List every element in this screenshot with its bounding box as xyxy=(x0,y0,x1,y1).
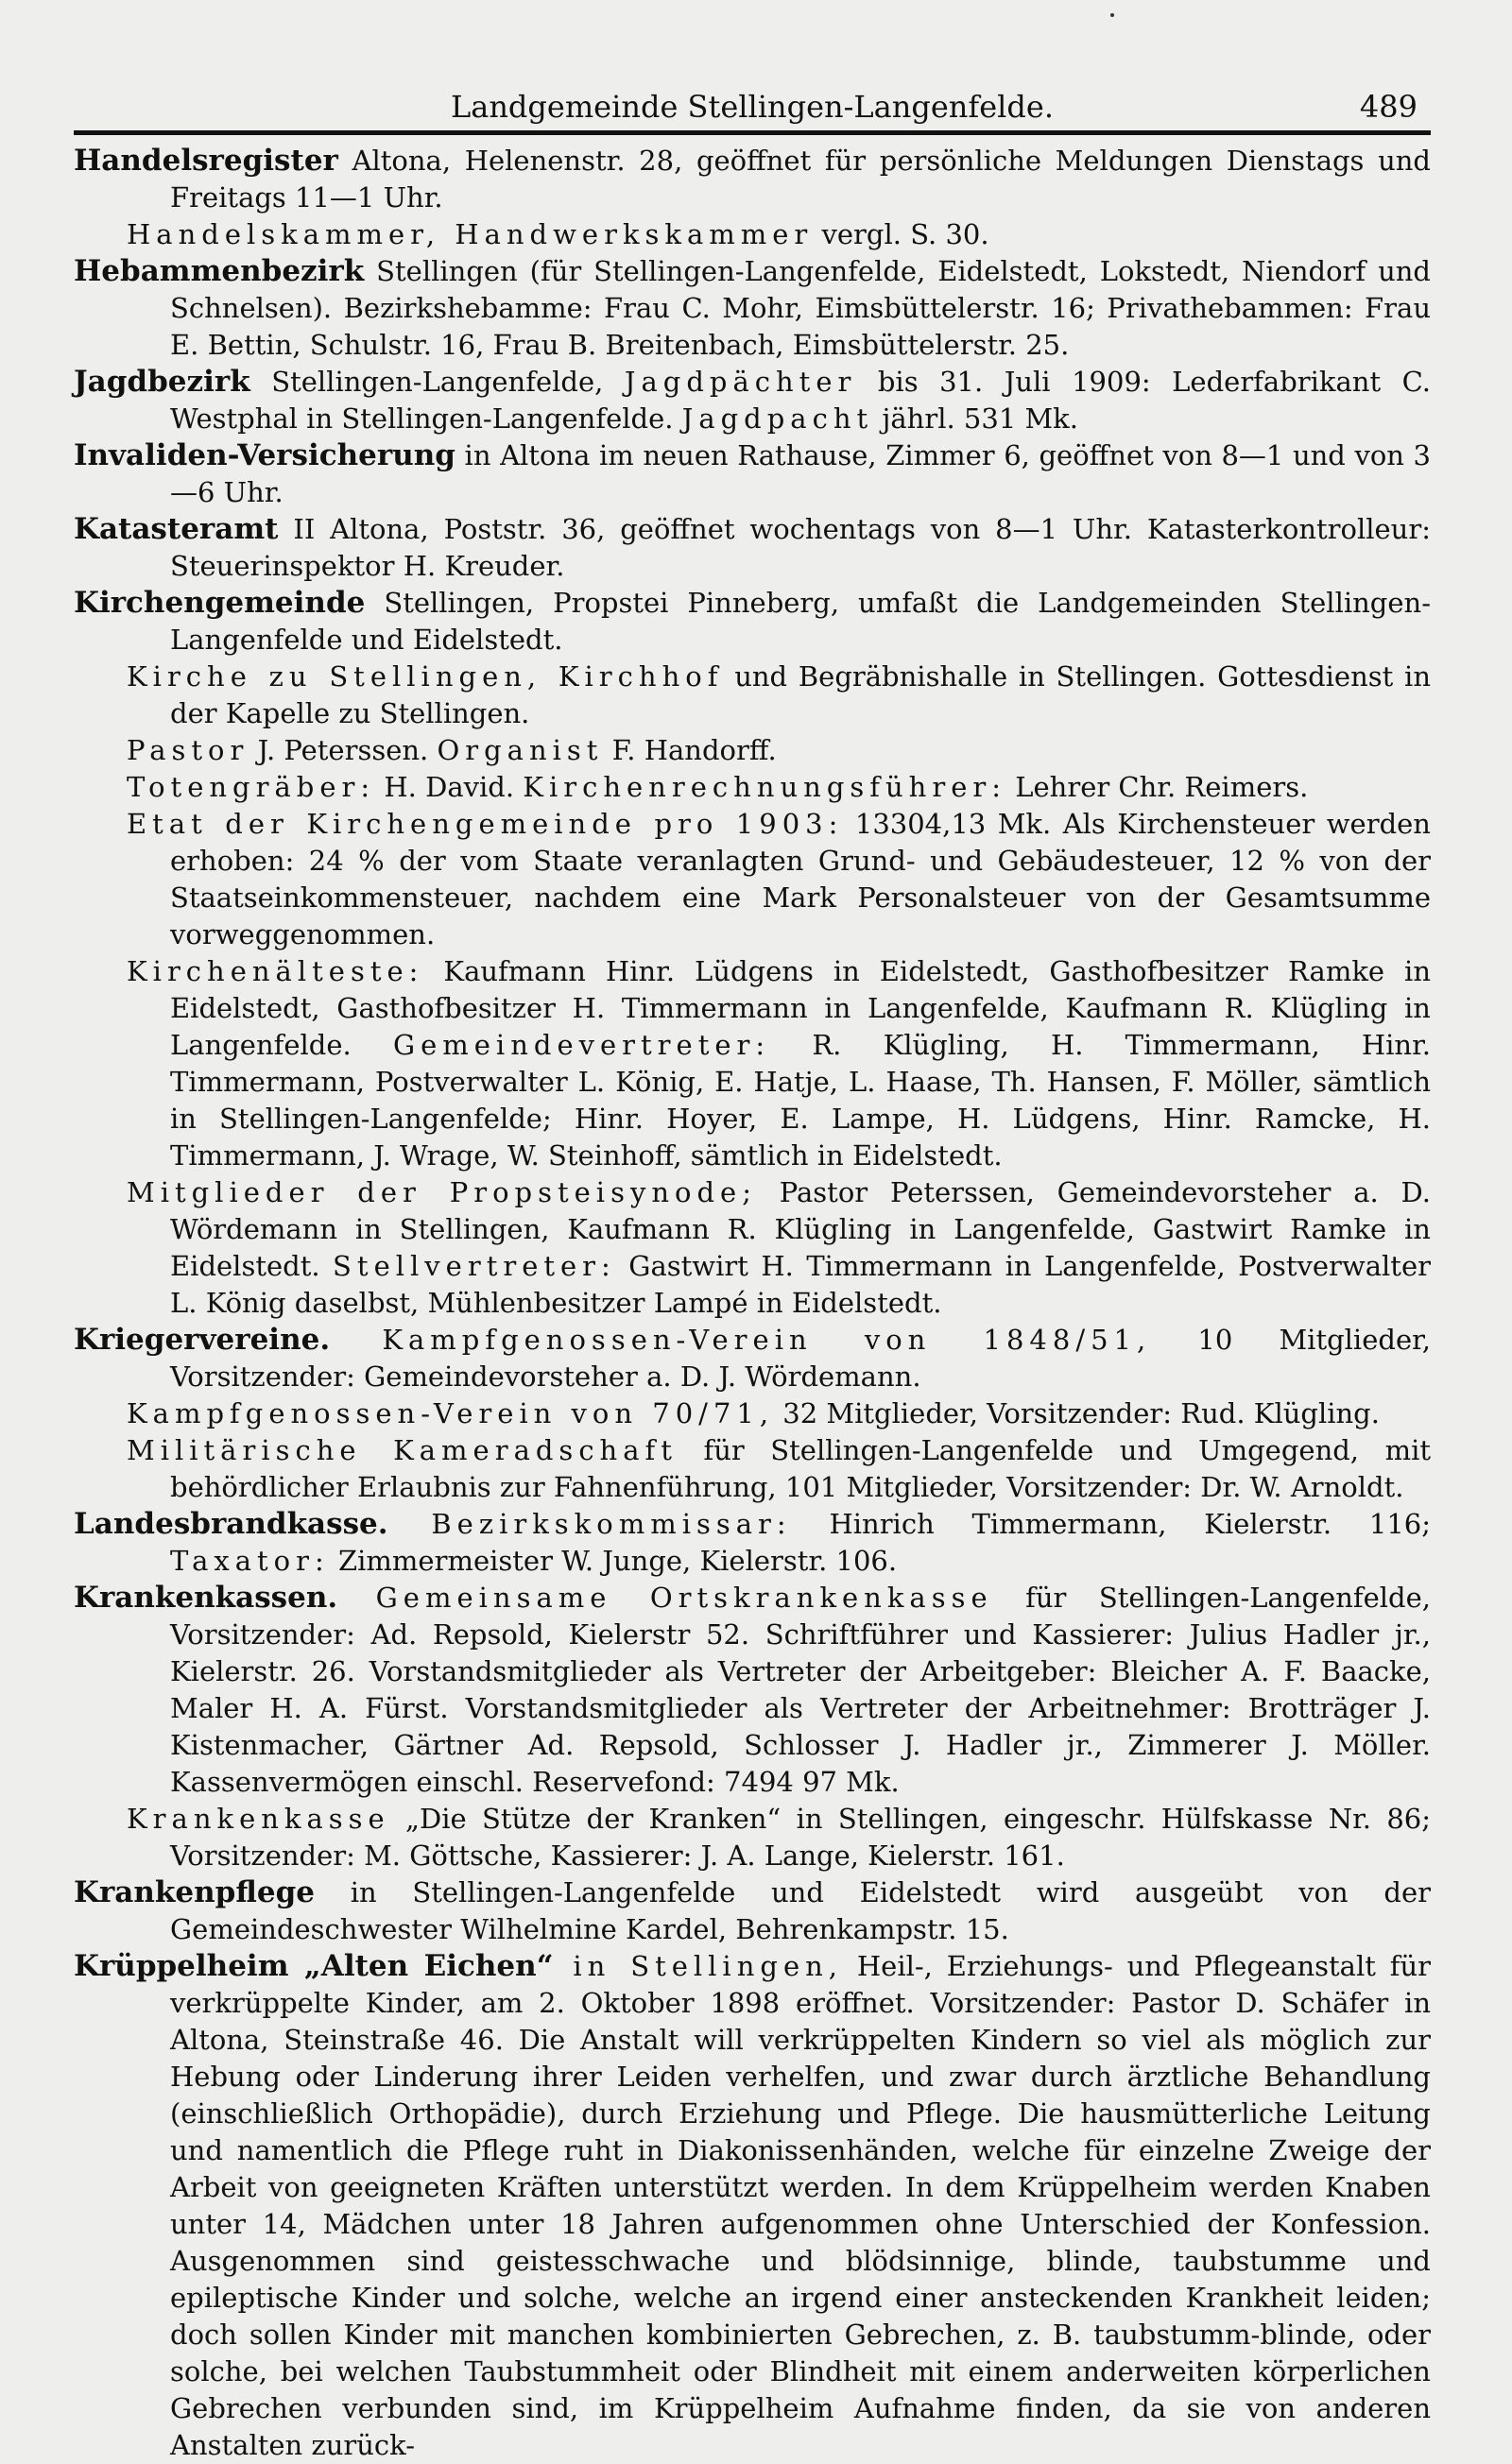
entry-text: J. Peterssen. xyxy=(249,734,438,766)
entry-text: Altona, Helenenstr. 28, geöffnet für persönliche Meldungen Dienstags und Freitags 11—1 Uhr. xyxy=(170,145,1431,214)
entry-text: in Stellingen-Langenfelde und Eidelstedt wird ausgeübt von der Gemeindeschwester Wilhelmine Kardel, Behrenkampstr. 15. xyxy=(170,1876,1431,1945)
spaced-term: Organist xyxy=(437,734,604,766)
entry-text: und Begräbnishalle in Stellingen. Gottesdienst in der Kapelle zu Stellingen. xyxy=(170,660,1431,729)
spaced-term: Kirchenälteste: xyxy=(127,955,424,987)
entry-krueppelheim xyxy=(74,1948,1431,2464)
headword: Hebammenbezirk xyxy=(74,254,365,288)
spaced-term: Etat der Kirchengemeinde pro 1903: xyxy=(127,808,844,840)
headword: Krüppelheim „Alten Eichen“ xyxy=(74,1949,554,1983)
spaced-term: Mitglieder der Propsteisynode; xyxy=(127,1176,757,1208)
spaced-term: Militärische Kameradschaft xyxy=(127,1434,678,1466)
entry-text: Kaufmann Hinr. Lüdgens in Eidelstedt, Gasthofbesitzer Ramke in Eidelstedt, Gasthofbesitzer H. Timmermann in Langenfelde, Kaufmann R. Klügling in Langenfelde. xyxy=(170,955,1431,1061)
entry-text: Stellingen, Propstei Pinneberg, umfaßt die Landgemeinden Stellingen-Langenfelde und Eidelstedt. xyxy=(170,587,1431,656)
entry-text: vergl. S. 30. xyxy=(813,218,989,250)
entry-text: jährl. 531 Mk. xyxy=(873,402,1078,435)
entry-text: H. David. xyxy=(375,771,524,803)
entry-hebammenbezirk xyxy=(74,253,1431,364)
entry-propsteisynode xyxy=(74,1174,1431,1322)
entry-handelsregister xyxy=(74,143,1431,216)
spaced-term: Gemeindevertreter: xyxy=(392,1029,771,1061)
spaced-term: Totengräber: xyxy=(127,771,376,803)
entry-text: Pastor Peterssen, Gemeindevorsteher a. D. Wördemann in Stellingen, Kaufmann R. Klügling in Langenfelde, Gastwirt Ramke in Eidelstedt. xyxy=(170,1176,1431,1282)
entry-pastor xyxy=(74,732,1431,769)
spaced-term: Taxator: xyxy=(170,1545,330,1577)
entry-text: in Altona im neuen Rathause, Zimmer 6, geöffnet von 8—1 und von 3—6 Uhr. xyxy=(170,439,1431,508)
headword: Landesbrandkasse. xyxy=(74,1507,388,1541)
entry-katasteramt xyxy=(74,511,1431,585)
headword: Kirchengemeinde xyxy=(74,586,366,620)
entry-text: für Stellingen-Langenfelde und Umgegend, mit behördlicher Erlaubnis zur Fahnenführung, 101 Mitglieder, Vorsitzender: Dr. W. Arnoldt. xyxy=(170,1434,1431,1503)
spaced-term: Stellvertreter: xyxy=(333,1250,616,1282)
entry-kirchenaelteste xyxy=(74,953,1431,1174)
spaced-term: in Stellingen, xyxy=(553,1950,844,1982)
spaced-term: Kampfgenossen-Verein von 70/71, xyxy=(127,1397,775,1429)
spaced-term: Kirchenrechnungsführer: xyxy=(523,771,1007,803)
entry-text: Gastwirt H. Timmermann in Langenfelde, Postverwalter L. König daselbst, Mühlenbesitzer Lampé in Eidelstedt. xyxy=(170,1250,1431,1319)
headword: Krankenpflege xyxy=(74,1875,315,1909)
entry-text: bis 31. Juli 1909: Lederfabrikant C. Westphal in Stellingen-Langenfelde. xyxy=(170,366,1431,435)
entry-kriegervereine xyxy=(74,1322,1431,1395)
entry-text: F. Handorff. xyxy=(603,734,777,766)
page-number: 489 xyxy=(1359,89,1418,125)
entry-text: Stellingen (für Stellingen-Langenfelde, Eidelstedt, Lokstedt, Niendorf und Schnelsen). Bezirkshebamme: Frau C. Mohr, Eimsbüttelerstr. 16; Privathebammen: Frau E. Bettin, Schulstr. 16, Frau B. Breitenbach, Eimsbüttelerstr. 25. xyxy=(170,255,1431,361)
headword: Jagdbezirk xyxy=(74,365,250,399)
entry-text: 32 Mitglieder, Vorsitzender: Rud. Klügling. xyxy=(774,1397,1380,1429)
entry-kirchengemeinde xyxy=(74,585,1431,659)
entry-text: Stellingen-Langenfelde, xyxy=(249,366,625,398)
entry-text: Heil-, Erziehungs- und Pflegeanstalt für verkrüppelte Kinder, am 2. Oktober 1898 eröffnet. Vorsitzender: Pastor D. Schäfer in Altona, Steinstraße 46. Die Anstalt will verkrüppelten Kindern so viel als möglich zur Hebung oder Linderung ihrer Leiden verhelfen, und zwar durch ärztliche Behandlung (einschließlich Orthopädie), durch Erziehung und Pflege. Die hausmütterliche Leitung und namentlich die Pflege ruht in Diakonissenhänden, welche für einzelne Zweige der Arbeit von geeigneten Kräften unterstützt werden. In dem Krüppelheim werden Knaben unter 14, Mädchen unter 18 Jahren aufgenommen ohne Unterschied der Konfession. Ausgenommen sind geistesschwache und blödsinnige, blinde, taubstumme und epileptische Kinder und solche, welche an irgend einer ansteckenden Krankheit leiden; doch sollen Kinder mit manchen kombinierten Gebrechen, z. B. taubstumm-blinde, oder solche, bei welchen Taubstummheit oder Blindheit mit einem anderweiten körperlichen Gebrechen verbunden sind, im Krüppelheim Aufnahme finden, da sie von anderen Anstalten zurück- xyxy=(170,1950,1432,2461)
entry-invaliden-versicherung xyxy=(74,437,1431,511)
page-header xyxy=(74,83,1431,135)
entry-kampfgenossen-70-71 xyxy=(74,1395,1431,1432)
running-title: Landgemeinde Stellingen-Langenfelde. xyxy=(450,89,1054,125)
spaced-term: Gemeinsame Ortskrankenkasse xyxy=(337,1582,993,1614)
entry-jagdbezirk xyxy=(74,364,1431,437)
entry-etat xyxy=(74,806,1431,953)
spaced-term: Kampfgenossen-Verein von 1848/51, xyxy=(330,1324,1152,1356)
entry-handelskammer xyxy=(74,216,1431,253)
entry-militaerische-kameradschaft xyxy=(74,1432,1431,1506)
entry-text: 13304,13 Mk. Als Kirchensteuer werden erhoben: 24 % der vom Staate veranlagten Grund- und Gebäudesteuer, 12 % von der Staatseinkommensteuer, nachdem eine Mark Personalsteuer von der Gesamtsumme vorweggenommen. xyxy=(170,808,1431,950)
spaced-term: Pastor xyxy=(127,734,249,766)
entry-krankenpflege xyxy=(74,1874,1431,1948)
headword: Katasteramt xyxy=(74,512,279,546)
print-speck xyxy=(1110,13,1114,17)
headword: Invaliden-Versicherung xyxy=(74,438,455,472)
entry-text: Lehrer Chr. Reimers. xyxy=(1006,771,1309,803)
entry-text: Zimmermeister W. Junge, Kielerstr. 106. xyxy=(329,1545,898,1577)
spaced-term: Kirche zu Stellingen, Kirchhof xyxy=(127,660,724,693)
entry-krankenkasse-stuetze xyxy=(74,1801,1431,1874)
entry-text: R. Klügling, H. Timmermann, Hinr. Timmermann, Postverwalter L. König, E. Hatje, L. Haase, Th. Hansen, F. Möller, sämtlich in Stellingen-Langenfelde; Hinr. Hoyer, E. Lampe, H. Lüdgens, Hinr. Ramcke, H. Timmermann, J. Wrage, W. Steinhoff, sämtlich in Eidelstedt. xyxy=(170,1029,1431,1172)
entry-totengraeber xyxy=(74,769,1431,806)
spaced-term: Bezirkskommissar: xyxy=(387,1508,792,1540)
spaced-term: Krankenkasse xyxy=(127,1803,390,1835)
spaced-term: Handelskammer, Handwerkskammer xyxy=(127,218,814,250)
headword: Kriegervereine. xyxy=(74,1323,331,1357)
entry-kirche xyxy=(74,659,1431,732)
entry-text: Hinrich Timmermann, Kielerstr. 116; xyxy=(791,1508,1431,1540)
entry-text: II Altona, Poststr. 36, geöffnet wochentags von 8—1 Uhr. Katasterkontrolleur: Steuerinspektor H. Kreuder. xyxy=(170,513,1431,582)
spaced-term: Jagdpacht xyxy=(681,402,874,435)
entry-landesbrandkasse xyxy=(74,1506,1431,1580)
entry-krankenkassen xyxy=(74,1580,1431,1801)
headword: Handelsregister xyxy=(74,144,338,178)
entry-text: für Stellingen-Langenfelde, Vorsitzender: Ad. Repsold, Kielerstr 52. Schriftführer und Kassierer: Julius Hadler jr., Kielerstr. 26. Vorstandsmitglieder als Vertreter der Arbeitgeber: Bleicher A. F. Baacke, Maler H. A. Fürst. Vorstandsmitglieder als Vertreter der Arbeitnehmer: Brotträger J. Kistenmacher, Gärtner Ad. Repsold, Schlosser J. Hadler jr., Zimmerer J. Möller. Kassenvermögen einschl. Reservefond: 7494 97 Mk. xyxy=(170,1582,1431,1798)
spaced-term: Jagdpächter xyxy=(624,366,857,398)
page-content xyxy=(74,143,1431,2464)
entry-text: 10 Mitglieder, Vorsitzender: Gemeindevorsteher a. D. J. Wördemann. xyxy=(170,1324,1431,1393)
headword: Krankenkassen. xyxy=(74,1581,338,1615)
entry-text: „Die Stütze der Kranken“ in Stellingen, eingeschr. Hülfskasse Nr. 86; Vorsitzender: M. Göttsche, Kassierer: J. A. Lange, Kielerstr. 161. xyxy=(170,1803,1431,1872)
